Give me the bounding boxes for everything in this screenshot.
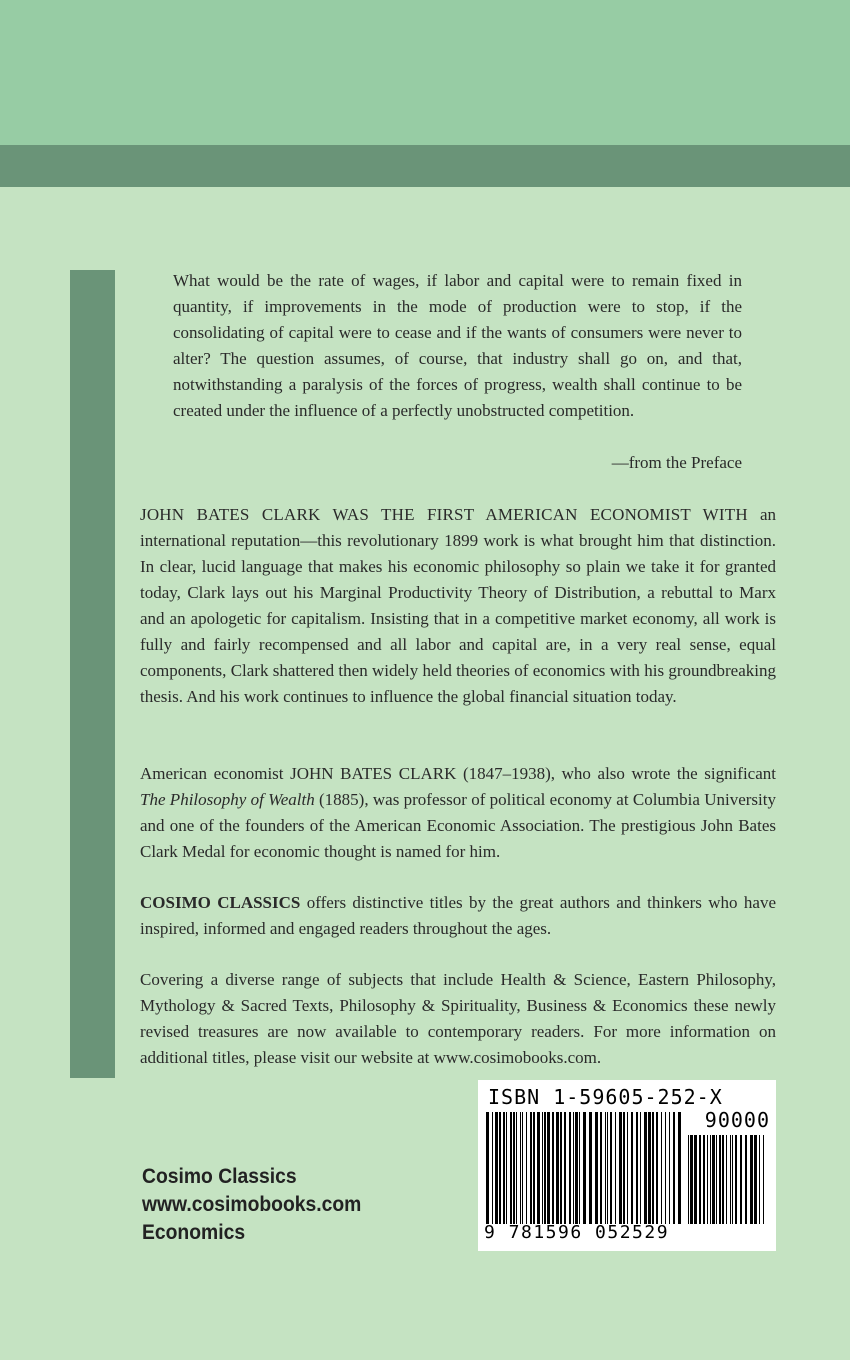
description-body: an international reputation—this revolutionary 1899 work is what brought him that distinction. In clear, lucid language that makes his economic philosophy so plain we take it for granted today, Clark lays out his Marginal Productivity Theory of Distribution, a rebuttal to Marx and an apologetic for capitalism. Insisting that in a competitive market economy, all work is fully and fairly recompensed and all labor and capital are, in a very real sense, equal components, Clark shattered then widely held theories of economics with his groundbreaking thesis. And his work continues to influence the global financial situation today. [140,505,777,706]
addon-barcode-bars [688,1135,768,1224]
imprint-block [142,1163,361,1247]
preface-quote: What would be the rate of wages, if labor and capital were to remain fixed in quantity, if improvements in the mode of production were to stop, if the consolidating of capital were to cease and if the wants of consumers were never to alter? The question assumes, of course, that industry shall go on, and that, notwithstanding a paralysis of the forces of progress, wealth shall continue to be created under the influence of a perfectly unobstructed competition. [173,271,742,420]
publisher-name: COSIMO CLASSICS [140,893,301,912]
price-code: 90000 [704,1108,770,1132]
description-lead: JOHN BATES CLARK WAS THE FIRST AMERICAN ECONOMIST WITH [140,505,748,524]
ean-number: 9 781596 052529 [484,1222,670,1243]
side-accent-bar [70,270,115,1078]
ean-barcode-bars [486,1112,682,1224]
publisher-blurb [140,890,776,942]
imprint-category: Economics [142,1221,246,1244]
subjects-blurb: Covering a diverse range of subjects that include Health & Science, Eastern Philosophy, Mythology & Sacred Texts, Philosophy & Spirituality, Business & Economics these newly revised treasures are now available to contemporary readers. For more information on additional titles, please visit our website at www.cosimobooks.com. [140,970,776,1067]
book-description [140,502,776,710]
quote-source: —from the Preface [611,453,742,472]
author-bio-part2: (1885), was professor of political economy at Columbia University and one of the founders of the American Economic Association. The prestigious John Bates Clark Medal for economic thought is named for him. [140,790,776,861]
author-bio [140,761,776,865]
isbn-barcode [478,1080,776,1251]
isbn-number: ISBN 1-59605-252-X [488,1085,723,1109]
dark-color-band [0,145,850,187]
author-bio-part1: American economist JOHN BATES CLARK (1847–1938), who also wrote the significant [140,764,776,783]
imprint-publisher: Cosimo Classics [142,1165,297,1188]
author-book-title: The Philosophy of Wealth [140,790,315,809]
publisher-blurb-text: offers distinctive titles by the great authors and thinkers who have inspired, informed and engaged readers throughout the ages. [140,893,776,938]
imprint-website: www.cosimobooks.com [142,1193,362,1216]
top-color-band [0,0,850,145]
